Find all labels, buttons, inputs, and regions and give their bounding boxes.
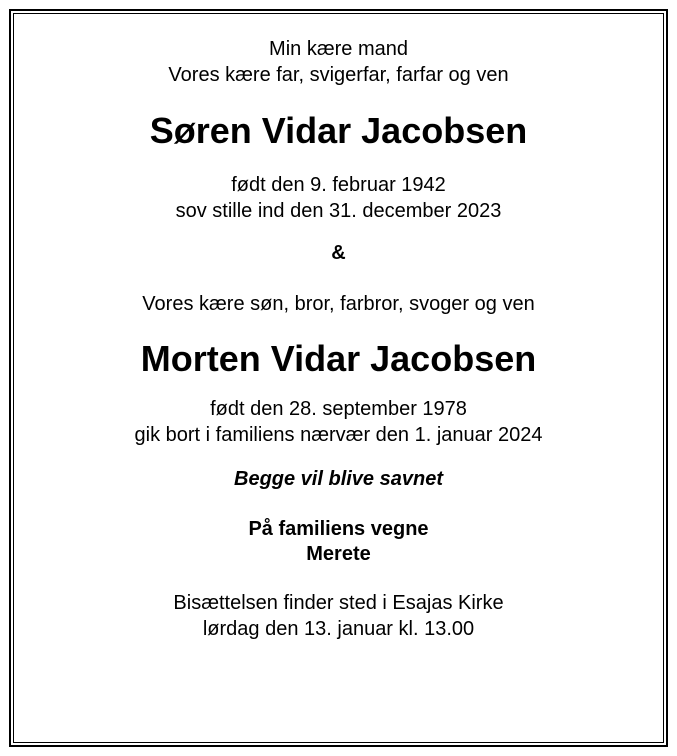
person-1-died: sov stille ind den 31. december 2023 xyxy=(175,200,502,222)
person-1-name: Søren Vidar Jacobsen xyxy=(149,110,528,151)
person-2-died: gik bort i familiens nærvær den 1. januar 2024 xyxy=(134,424,543,446)
intro-line-1: Min kære mand xyxy=(269,38,408,60)
signoff-line-2: Merete xyxy=(306,543,371,565)
person-2-born: født den 28. september 1978 xyxy=(210,398,467,420)
person-1-born: født den 9. februar 1942 xyxy=(231,174,446,196)
ampersand: & xyxy=(331,242,346,264)
obituary-notice xyxy=(14,14,663,642)
intro-line-2: Vores kære far, svigerfar, farfar og ven xyxy=(168,64,509,86)
missed-text: Begge vil blive savnet xyxy=(234,468,443,490)
intro-line-3: Vores kære søn, bror, farbror, svoger og ven xyxy=(142,293,535,315)
funeral-line-1: Bisættelsen finder sted i Esajas Kirke xyxy=(173,592,504,614)
signoff-line-1: På familiens vegne xyxy=(248,518,429,540)
person-2-name: Morten Vidar Jacobsen xyxy=(140,338,537,379)
funeral-line-2: lørdag den 13. januar kl. 13.00 xyxy=(202,618,475,640)
